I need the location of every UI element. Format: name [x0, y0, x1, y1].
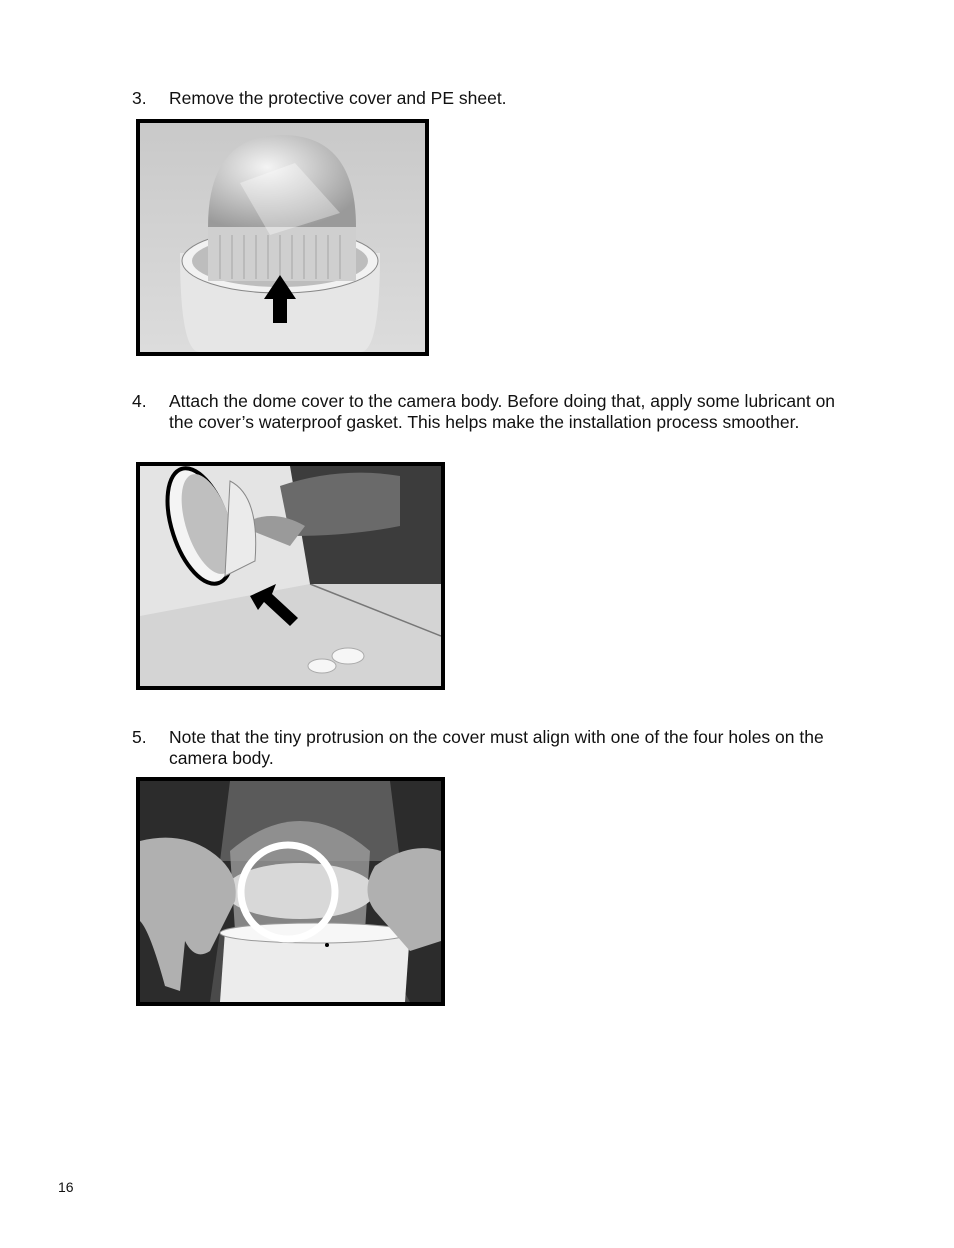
step-text: Note that the tiny protrusion on the cover must align with one of the four holes on the camera body. [169, 727, 824, 768]
photo-attach-dome-cover [136, 462, 445, 690]
step-number: 3. [132, 88, 147, 108]
page-number: 16 [58, 1179, 74, 1195]
photo-align-protrusion [136, 777, 445, 1006]
step-number: 5. [132, 727, 147, 747]
step-text: Remove the protective cover and PE sheet. [169, 88, 507, 108]
step-number: 4. [132, 391, 147, 411]
photo-remove-protective-cover [136, 119, 429, 356]
step-text: Attach the dome cover to the camera body. Before doing that, apply some lubricant on the cover’s waterproof gasket. This helps make the installation process smoother. [169, 391, 836, 432]
